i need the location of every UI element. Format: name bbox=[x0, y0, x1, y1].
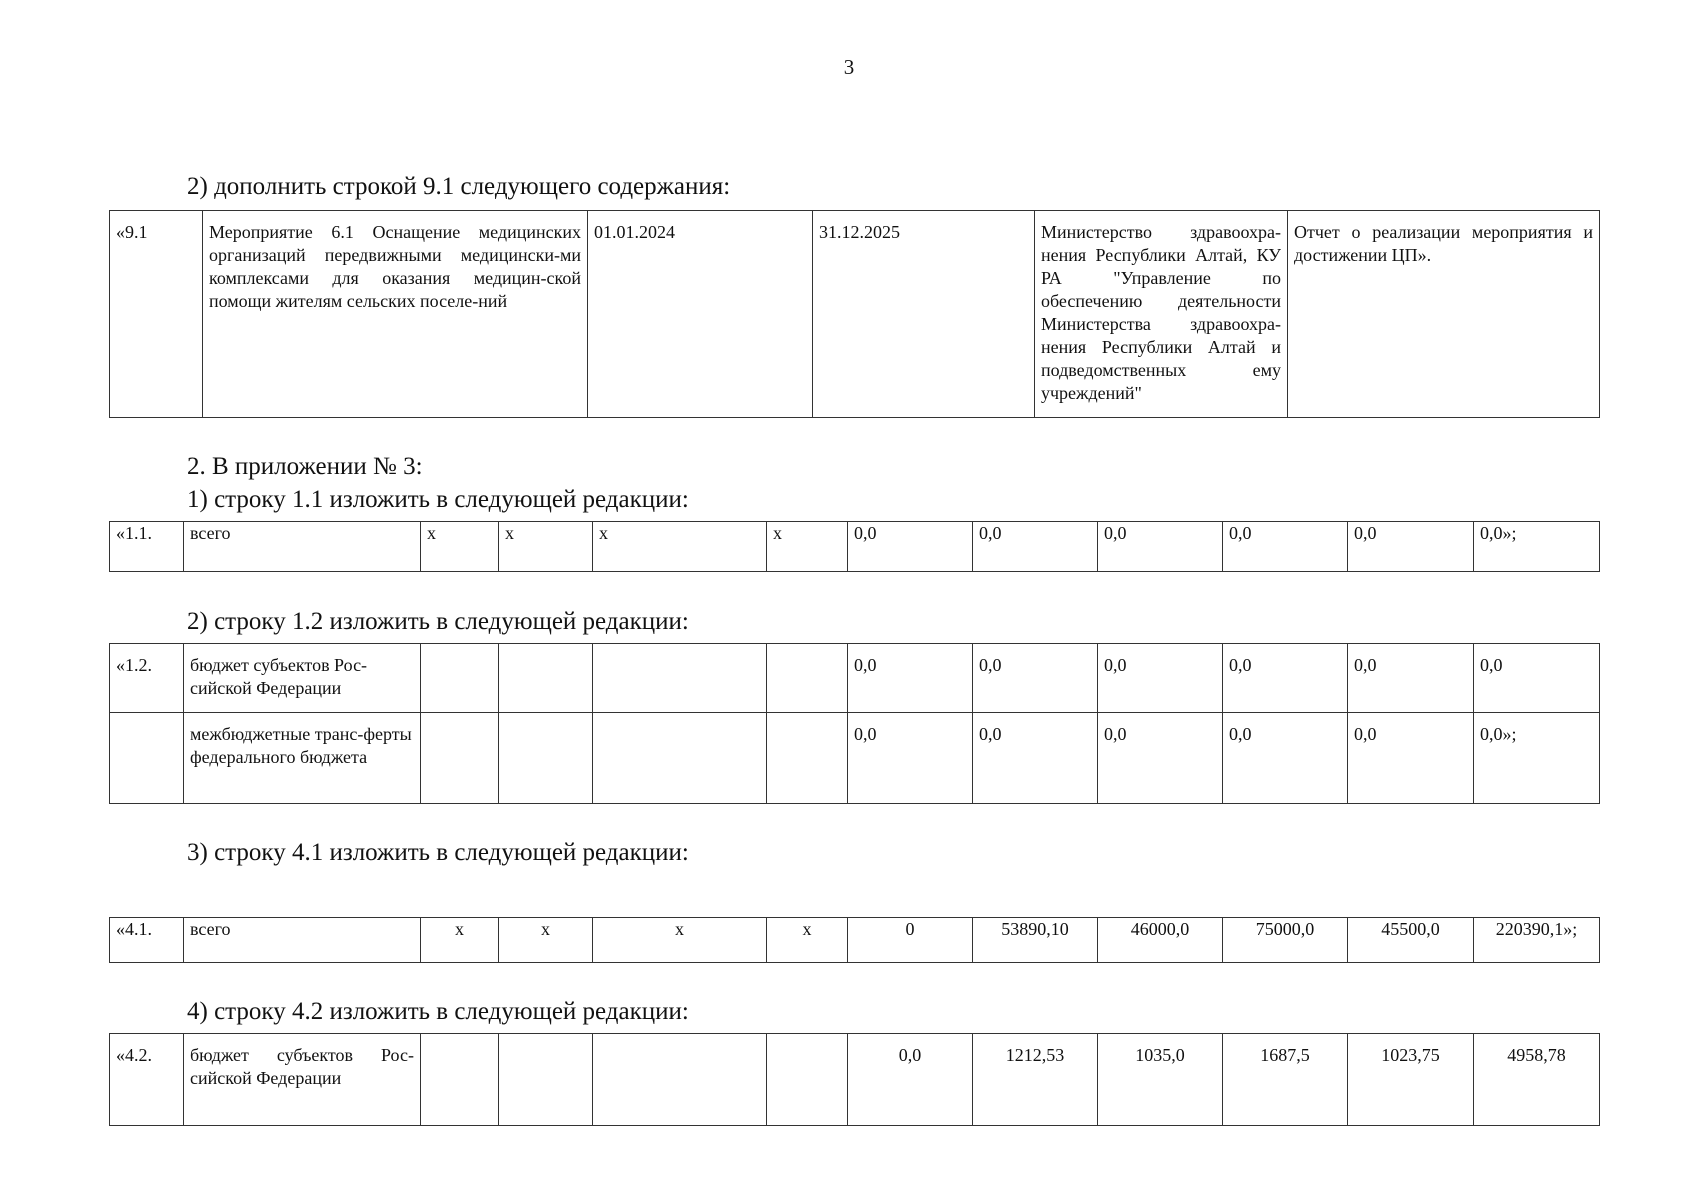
end-date-cell: 31.12.2025 bbox=[813, 211, 1035, 418]
table-cell: х bbox=[767, 522, 848, 572]
row-number-cell: «1.2. bbox=[110, 644, 184, 713]
table-cell bbox=[421, 644, 499, 713]
value-cell: 0,0 bbox=[1474, 644, 1600, 713]
source-cell: бюджет субъектов Рос-сийской Федерации bbox=[184, 1034, 421, 1126]
source-cell: всего bbox=[184, 522, 421, 572]
table-row bbox=[110, 713, 1600, 804]
table-cell bbox=[593, 713, 767, 804]
start-date-cell: 01.01.2024 bbox=[588, 211, 813, 418]
row-number-cell bbox=[110, 713, 184, 804]
table-row bbox=[110, 522, 1600, 572]
value-cell: 0,0 bbox=[1348, 713, 1474, 804]
table-row bbox=[110, 1034, 1600, 1126]
value-cell: 4958,78 bbox=[1474, 1034, 1600, 1126]
table-row-9-1 bbox=[109, 210, 1600, 418]
heading-add-row-9-1: 2) дополнить строкой 9.1 следующего содержания: bbox=[187, 173, 731, 200]
value-cell: 0,0 bbox=[1098, 644, 1223, 713]
table-cell: х bbox=[499, 918, 593, 963]
row-number-cell: «4.1. bbox=[110, 918, 184, 963]
value-cell: 0,0 bbox=[1348, 644, 1474, 713]
value-cell: 0,0 bbox=[1098, 522, 1223, 572]
row-number-cell: «4.2. bbox=[110, 1034, 184, 1126]
value-cell: 0,0 bbox=[848, 713, 973, 804]
table-row-1-2 bbox=[109, 643, 1600, 804]
row-number-cell: «1.1. bbox=[110, 522, 184, 572]
heading-row-1-2: 2) строку 1.2 изложить в следующей редакции: bbox=[187, 608, 689, 635]
value-cell: 0,0 bbox=[1223, 713, 1348, 804]
value-cell: 0,0»; bbox=[1474, 713, 1600, 804]
table-cell bbox=[767, 644, 848, 713]
value-cell: 0,0 bbox=[848, 522, 973, 572]
value-cell: 0,0 bbox=[973, 644, 1098, 713]
table-cell bbox=[421, 713, 499, 804]
value-cell: 0,0 bbox=[973, 713, 1098, 804]
table-row-4-1 bbox=[109, 917, 1600, 963]
value-cell: 0,0 bbox=[1223, 522, 1348, 572]
value-cell: 53890,10 bbox=[973, 918, 1098, 963]
value-cell: 0,0 bbox=[848, 644, 973, 713]
table-cell bbox=[421, 1034, 499, 1126]
source-cell: бюджет субъектов Рос-сийской Федерации bbox=[184, 644, 421, 713]
value-cell: 0,0 bbox=[1223, 644, 1348, 713]
result-cell: Отчет о реализации мероприятия и достижении ЦП». bbox=[1288, 211, 1600, 418]
table-cell bbox=[499, 713, 593, 804]
table-cell: х bbox=[499, 522, 593, 572]
table-row bbox=[110, 644, 1600, 713]
heading-row-4-1: 3) строку 4.1 изложить в следующей редакции: bbox=[187, 839, 689, 866]
heading-row-1-1: 1) строку 1.1 изложить в следующей редакции: bbox=[187, 486, 689, 513]
value-cell: 1687,5 bbox=[1223, 1034, 1348, 1126]
value-cell: 220390,1»; bbox=[1474, 918, 1600, 963]
value-cell: 1035,0 bbox=[1098, 1034, 1223, 1126]
source-cell: всего bbox=[184, 918, 421, 963]
value-cell: 0,0 bbox=[1098, 713, 1223, 804]
table-cell: х bbox=[421, 918, 499, 963]
table-cell: х bbox=[421, 522, 499, 572]
table-cell bbox=[767, 713, 848, 804]
table-row-1-1 bbox=[109, 521, 1600, 572]
value-cell: 0 bbox=[848, 918, 973, 963]
event-cell: Мероприятие 6.1 Оснащение медицинских организаций передвижными медицински-ми комплексами для оказания медицин-ской помощи жителям сельских поселе-ний bbox=[203, 211, 588, 418]
section-title-appendix-3: 2. В приложении № 3: bbox=[187, 453, 423, 480]
value-cell: 1023,75 bbox=[1348, 1034, 1474, 1126]
row-number-cell: «9.1 bbox=[110, 211, 203, 418]
page-number: 3 bbox=[843, 55, 855, 79]
source-cell: межбюджетные транс-ферты федерального бюджета bbox=[184, 713, 421, 804]
table-row bbox=[110, 918, 1600, 963]
table-cell: х bbox=[767, 918, 848, 963]
table-cell bbox=[593, 1034, 767, 1126]
value-cell: 0,0 bbox=[1348, 522, 1474, 572]
executor-cell: Министерство здравоохра-нения Республики Алтай, КУ РА "Управление по обеспечению деятельности Министерства здравоохра-нения Республики Алтай и подведомственных ему учреждений" bbox=[1035, 211, 1288, 418]
value-cell: 0,0 bbox=[848, 1034, 973, 1126]
table-cell: х bbox=[593, 522, 767, 572]
table-row bbox=[110, 211, 1600, 418]
value-cell: 0,0»; bbox=[1474, 522, 1600, 572]
heading-row-4-2: 4) строку 4.2 изложить в следующей редакции: bbox=[187, 998, 689, 1025]
table-cell: х bbox=[593, 918, 767, 963]
value-cell: 0,0 bbox=[973, 522, 1098, 572]
table-cell bbox=[499, 644, 593, 713]
value-cell: 1212,53 bbox=[973, 1034, 1098, 1126]
table-cell bbox=[593, 644, 767, 713]
value-cell: 45500,0 bbox=[1348, 918, 1474, 963]
value-cell: 46000,0 bbox=[1098, 918, 1223, 963]
table-cell bbox=[499, 1034, 593, 1126]
value-cell: 75000,0 bbox=[1223, 918, 1348, 963]
table-row-4-2 bbox=[109, 1033, 1600, 1126]
table-cell bbox=[767, 1034, 848, 1126]
